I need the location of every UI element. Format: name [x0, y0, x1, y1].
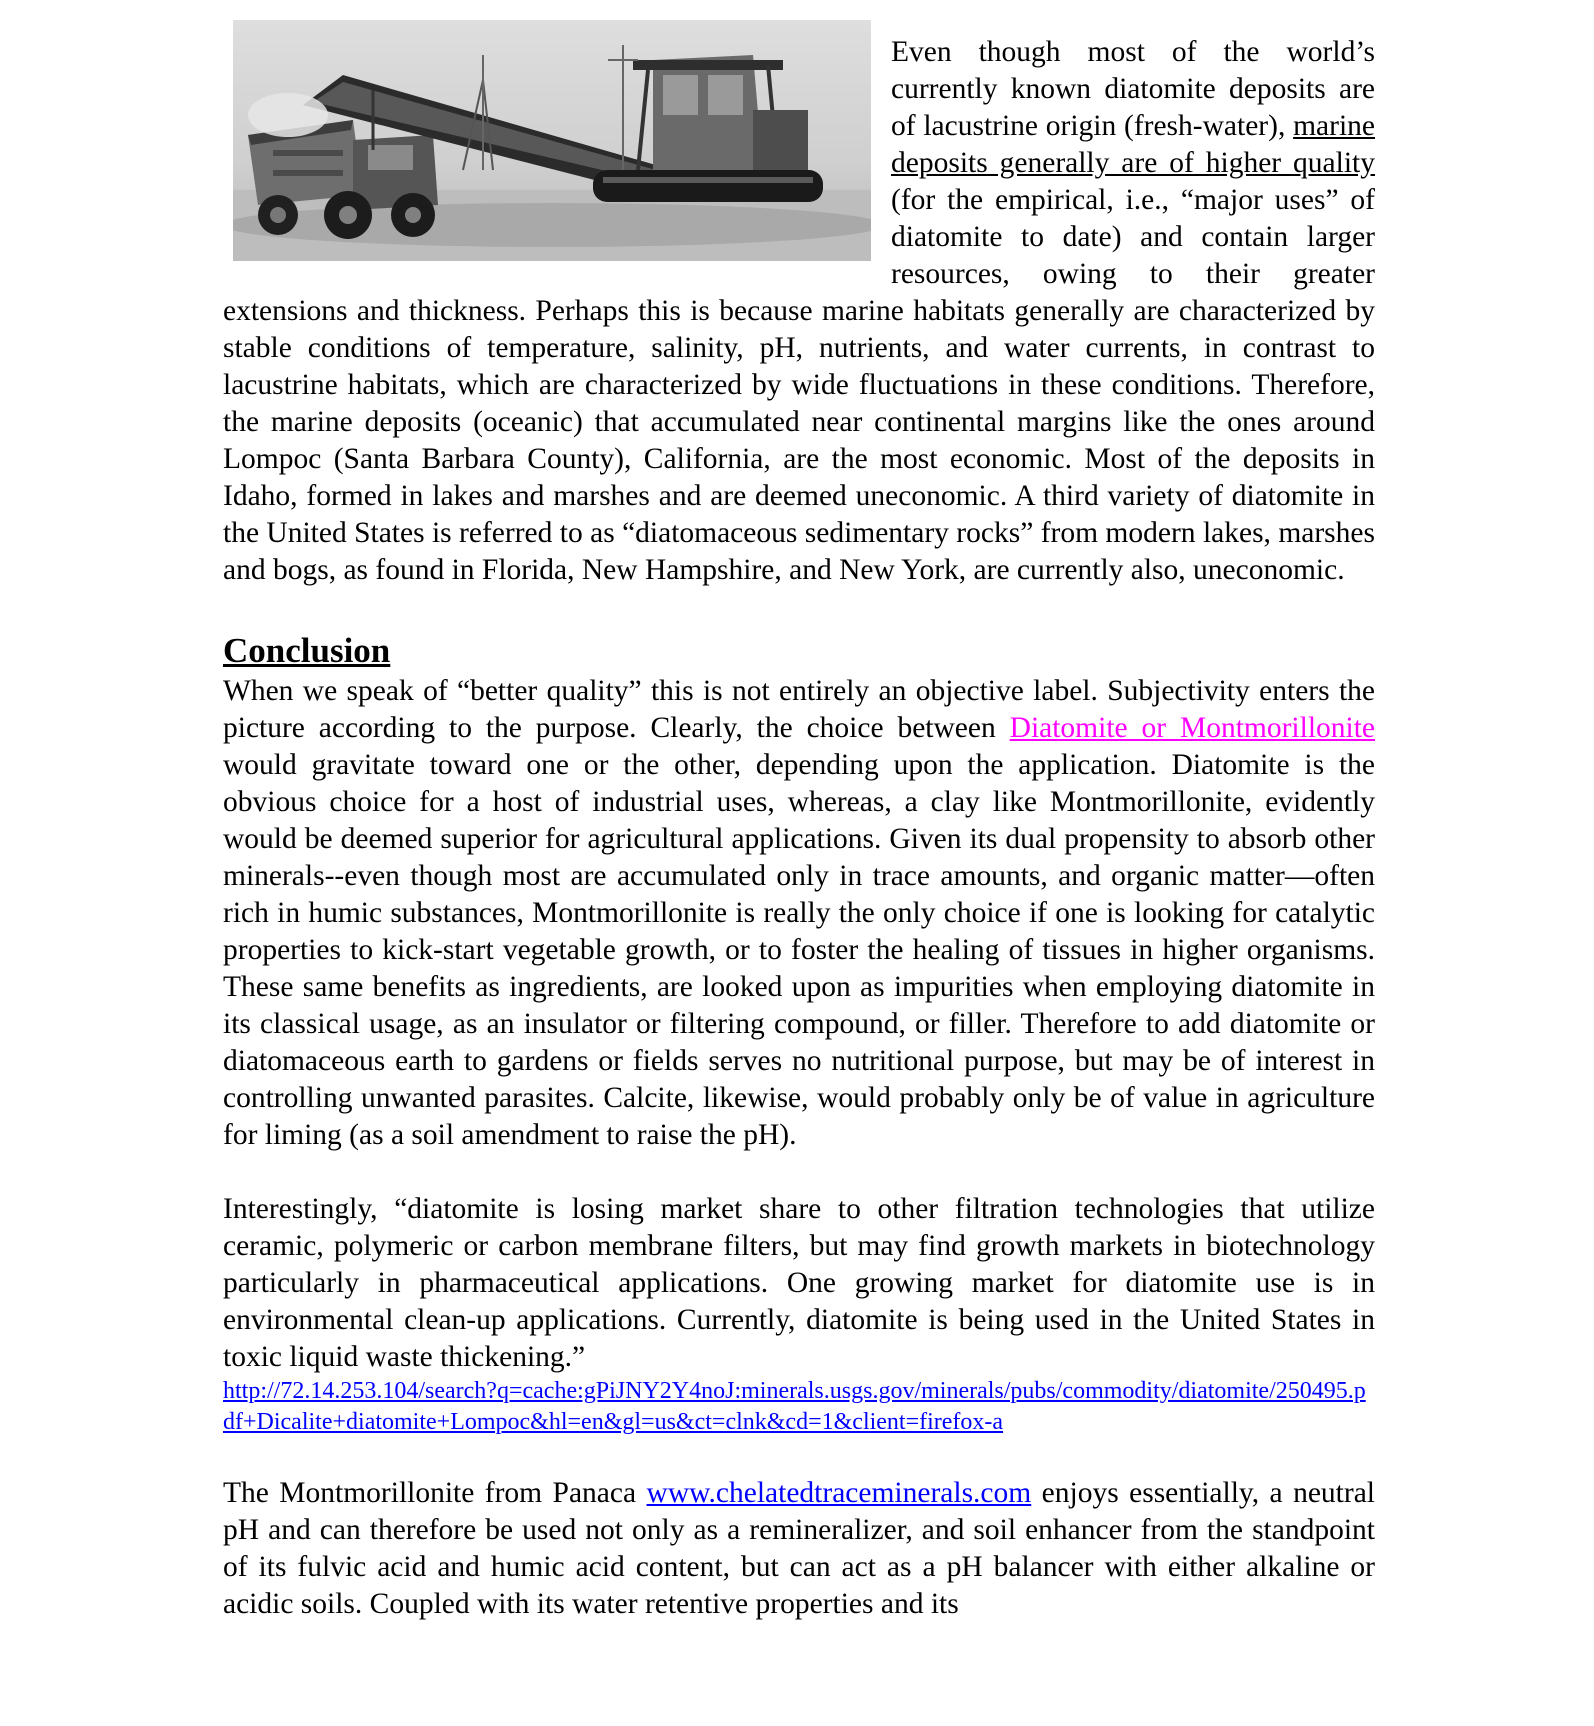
document-page — [223, 20, 1375, 1623]
conclusion-paragraph-2: Interestingly, “diatomite is losing market share to other filtration technologies that utilize ceramic, polymeric or carbon membrane filters, but may find growth markets in biotechnology particularly in pharmaceutical applications. One growing market for diatomite use is in environmental clean-up applications. Currently, diatomite is being used in the United States in toxic liquid waste thickening.” — [223, 1193, 1375, 1373]
mining-equipment-photo — [233, 20, 871, 261]
diatomite-montmorillonite-link[interactable]: Diatomite or Montmorillonite — [1009, 712, 1376, 744]
conclusion-p1-text-end: would gravitate toward one or the other, depending upon the application. Diatomite is the obvious choice for a host of industrial uses, whereas, a clay like Montmorillonite, evidently would be deemed superior for agricultural applications. Given its dual propensity to absorb other minerals--even though most are accumulated only in trace amounts, and organic matter—often rich in humic substances, Montmorillonite is really the only choice if one is looking for catalytic properties to kick-start vegetable growth, or to foster the healing of tissues in higher organisms. These same benefits as ingredients, are looked upon as impurities when employing diatomite in its classical usage, as an insulator or filtering compound, or filler. Therefore to add diatomite or diatomaceous earth to gardens or fields serves no nutritional purpose, but may be of interest in controlling unwanted parasites. Calcite, likewise, would probably only be of value in agriculture for liming (as a soil amendment to raise the pH). — [223, 749, 1375, 1151]
conclusion-p3-text-end: enjoys essentially, a neutral pH and can therefore be used not only as a remineralizer, and soil enhancer from the standpoint of its fulvic acid and humic acid content, but can act as a pH balancer with either alkaline or acidic soils. Coupled with its water retentive properties and its — [223, 1477, 1375, 1620]
intro-text-end: (for the empirical, i.e., “major uses” of diatomite to date) and contain larger resources, owing to their greater extensions and thickness. Perhaps this is because marine habitats generally are characterized by stable conditions of temperature, salinity, pH, nutrients, and water currents, in contrast to lacustrine habitats, which are characterized by wide fluctuations in these conditions. Therefore, the marine deposits (oceanic) that accumulated near continental margins like the ones around Lompoc (Santa Barbara County), California, are the most economic. Most of the deposits in Idaho, formed in lakes and marshes and are deemed uneconomic. A third variety of diatomite in the United States is referred to as “diatomaceous sedimentary rocks” from modern lakes, marshes and bogs, as found in Florida, New Hampshire, and New York, are currently also, uneconomic. — [223, 184, 1375, 586]
mining-equipment-image — [233, 20, 871, 261]
intro-underlined-text: marine deposits generally are of higher quality — [891, 110, 1375, 179]
conclusion-paragraph-1 — [223, 673, 1375, 1154]
conclusion-p1-text-start: When we speak of “better quality” this is not entirely an objective label. Subjectivity enters the picture according to the purpose. Clearly, the choice between — [223, 675, 1375, 744]
conclusion-p3-text-start: The Montmorillonite from Panaca — [223, 1477, 647, 1509]
chelated-trace-minerals-link[interactable]: www.chelatedtraceminerals.com — [646, 1477, 1032, 1509]
usgs-source-link[interactable]: http://72.14.253.104/search?q=cache:gPiJNY2Y4noJ:minerals.usgs.gov/minerals/pubs/commodity/diatomite/250495.pdf+Dicalite+diatomite+Lompoc&hl=en&gl=us&ct=clnk&cd=1&client=firefox-a — [223, 1378, 1366, 1435]
intro-text-start: Even though most of the world’s currently known diatomite deposits are of lacustrine origin (fresh-water), — [891, 36, 1375, 142]
conclusion-heading: Conclusion — [223, 631, 391, 670]
conclusion-paragraph-3 — [223, 1475, 1375, 1623]
